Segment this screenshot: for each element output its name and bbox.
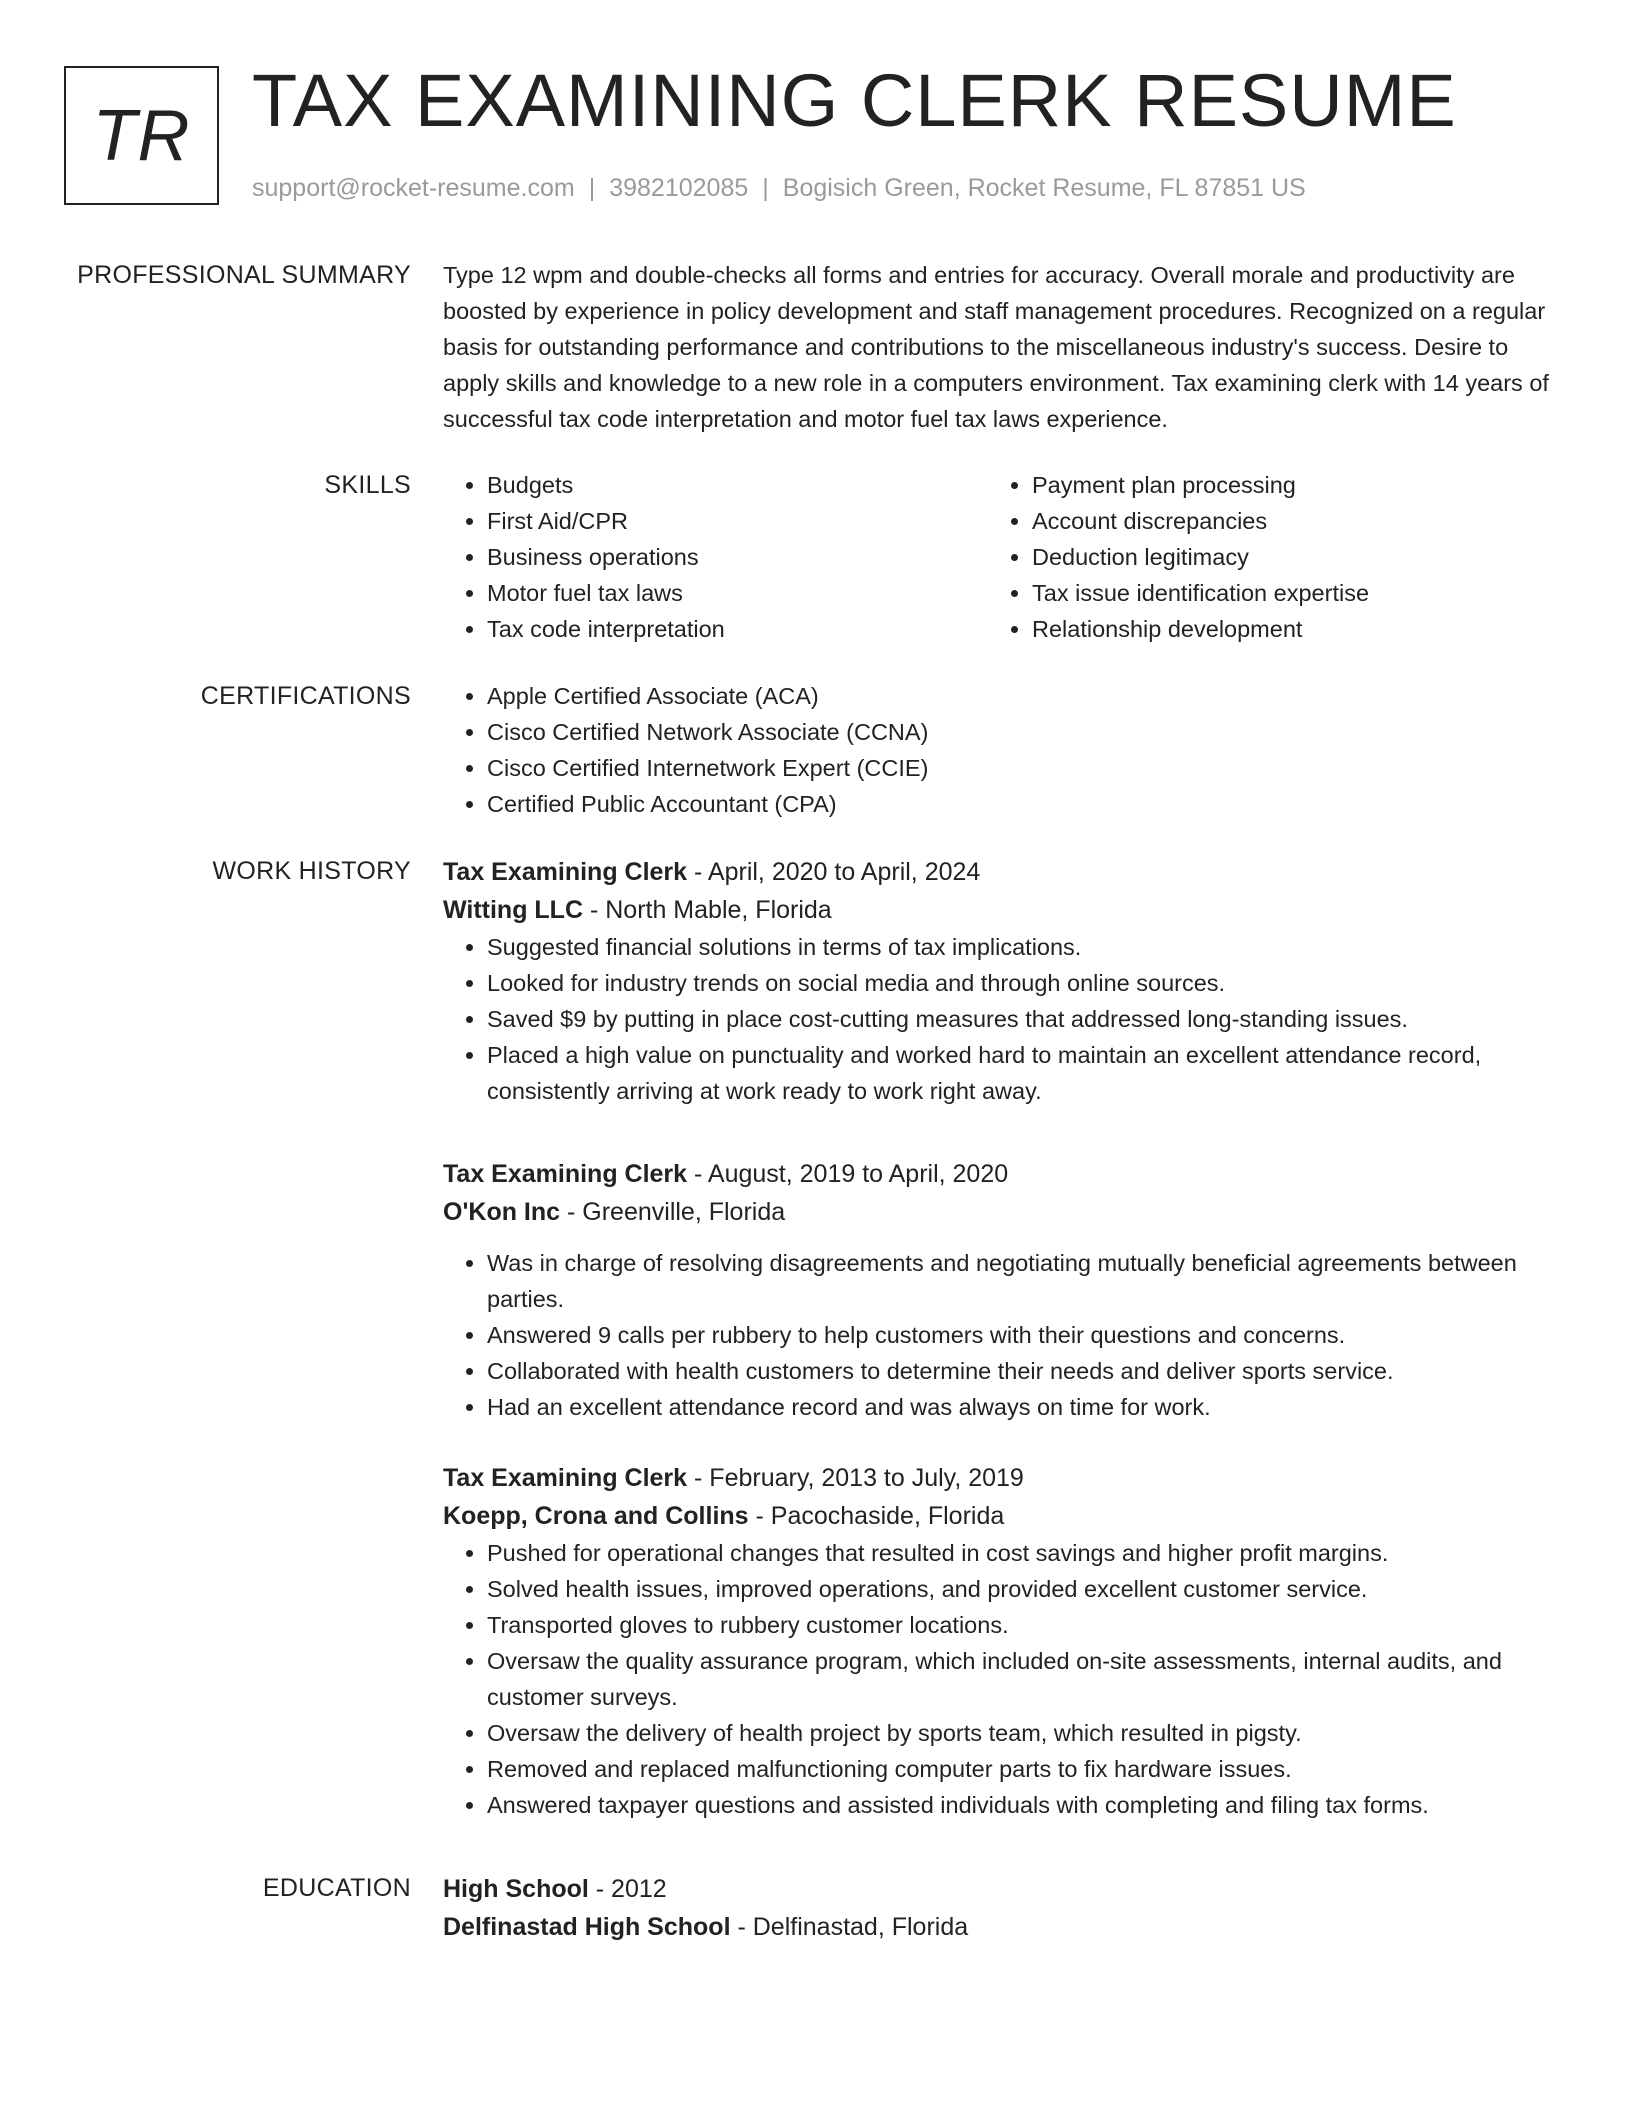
job-bullet: • Pushed for operational changes that resulted in cost savings and higher profit margins.: [487, 1535, 1553, 1571]
job-location: - North Mable, Florida: [583, 896, 832, 924]
certifications-heading: CERTIFICATIONS: [200, 682, 411, 710]
job-bullet: • Oversaw the quality assurance program, which included on-site assessments, internal audits, and customer surveys.: [487, 1643, 1553, 1715]
summary-body: [443, 257, 1553, 437]
job-entry: [443, 853, 1553, 1109]
job-title-line: [443, 853, 1553, 891]
job-title: Tax Examining Clerk: [443, 1464, 688, 1492]
certification-item: • Cisco Certified Internetwork Expert (CCIE): [487, 750, 1553, 786]
job-bullet: • Answered taxpayer questions and assisted individuals with completing and filing tax forms.: [487, 1787, 1553, 1823]
education-year: - 2012: [588, 1875, 667, 1903]
contact-email: support@rocket-resume.com: [252, 174, 575, 202]
job-title: Tax Examining Clerk: [443, 858, 688, 886]
contact-phone: 3982102085: [609, 174, 749, 202]
education-body: [443, 1870, 1553, 1946]
job-title-line: [443, 1459, 1553, 1497]
skill-item: • Deduction legitimacy: [1032, 539, 1533, 575]
job-company: Witting LLC: [443, 896, 584, 924]
job-entry: [443, 1155, 1553, 1425]
skill-item: • Business operations: [487, 539, 988, 575]
job-company-line: [443, 1497, 1553, 1535]
job-company: Koepp, Crona and Collins: [443, 1502, 749, 1530]
job-dates: - August, 2019 to April, 2020: [687, 1160, 1009, 1188]
job-location: - Pacochaside, Florida: [748, 1502, 1005, 1530]
certification-item: • Apple Certified Associate (ACA): [487, 678, 1553, 714]
job-bullet: • Answered 9 calls per rubbery to help customers with their questions and concerns.: [487, 1317, 1553, 1353]
monogram-logo: TR: [64, 66, 219, 205]
job-title: Tax Examining Clerk: [443, 1160, 688, 1188]
education-school: Delfinastad High School: [443, 1913, 731, 1941]
job-bullet: • Saved $9 by putting in place cost-cutting measures that addressed long-standing issues.: [487, 1001, 1553, 1037]
job-bullet: • Was in charge of resolving disagreements and negotiating mutually beneficial agreements between parties.: [487, 1245, 1553, 1317]
skill-item: • First Aid/CPR: [487, 503, 988, 539]
skill-item: • Motor fuel tax laws: [487, 575, 988, 611]
job-bullet: • Solved health issues, improved operations, and provided excellent customer service.: [487, 1571, 1553, 1607]
job-bullet: • Placed a high value on punctuality and worked hard to maintain an excellent attendance record, consistently arriving at work ready to work right away.: [487, 1037, 1553, 1109]
job-bullet: • Collaborated with health customers to determine their needs and deliver sports service.: [487, 1353, 1553, 1389]
contact-address: Bogisich Green, Rocket Resume, FL 87851 US: [782, 174, 1306, 202]
job-bullet: • Had an excellent attendance record and was always on time for work.: [487, 1389, 1553, 1425]
job-company: O'Kon Inc: [443, 1198, 561, 1226]
skill-item: • Tax code interpretation: [487, 611, 988, 647]
summary-text: Type 12 wpm and double-checks all forms and entries for accuracy. Overall morale and productivity are boosted by experience in policy development and staff management procedures. Recognized on a regular basis for outstanding performance and contributions to the miscellaneous industry's success. Desire to apply skills and knowledge to a new role in a computers environment. Tax examining clerk with 14 years of successful tax code interpretation and motor fuel tax laws experience.: [443, 262, 1549, 432]
job-company-line: [443, 1193, 1553, 1231]
work-history-heading: WORK HISTORY: [212, 857, 411, 885]
job-dates: - April, 2020 to April, 2024: [687, 858, 981, 886]
job-bullets: [443, 929, 1553, 1109]
job-bullet: • Oversaw the delivery of health project by sports team, which resulted in pigsty.: [487, 1715, 1553, 1751]
education-degree-line: [443, 1870, 1553, 1908]
skill-item: • Relationship development: [1032, 611, 1533, 647]
certification-item: • Cisco Certified Network Associate (CCNA): [487, 714, 1553, 750]
skills-grid: [443, 467, 1553, 647]
job-bullets: [443, 1535, 1553, 1823]
skill-item: • Account discrepancies: [1032, 503, 1533, 539]
job-title-line: [443, 1155, 1553, 1193]
job-bullets: [443, 1245, 1553, 1425]
skill-item: • Budgets: [487, 467, 988, 503]
job-location: - Greenville, Florida: [560, 1198, 786, 1226]
job-bullet: • Removed and replaced malfunctioning computer parts to fix hardware issues.: [487, 1751, 1553, 1787]
job-bullet: • Looked for industry trends on social media and through online sources.: [487, 965, 1553, 1001]
summary-heading: PROFESSIONAL SUMMARY: [77, 261, 411, 289]
contact-line: [252, 172, 1306, 204]
skill-item: • Tax issue identification expertise: [1032, 575, 1533, 611]
certification-item: • Certified Public Accountant (CPA): [487, 786, 1553, 822]
contact-separator: |: [588, 174, 596, 202]
resume-title: TAX EXAMINING CLERK RESUME: [252, 59, 1457, 142]
education-location: - Delfinastad, Florida: [730, 1913, 969, 1941]
education-school-line: [443, 1908, 1553, 1946]
job-entry: [443, 1459, 1553, 1823]
education-degree: High School: [443, 1875, 589, 1903]
job-dates: - February, 2013 to July, 2019: [687, 1464, 1024, 1492]
skills-heading: SKILLS: [324, 471, 411, 499]
skills-list-right: [988, 467, 1533, 647]
skill-item: • Payment plan processing: [1032, 467, 1533, 503]
certifications-list: [443, 678, 1553, 822]
education-heading: EDUCATION: [262, 1874, 411, 1902]
job-bullet: • Transported gloves to rubbery customer locations.: [487, 1607, 1553, 1643]
job-company-line: [443, 891, 1553, 929]
contact-separator: |: [762, 174, 769, 202]
skills-body: [443, 467, 1553, 647]
skills-list-left: [443, 467, 988, 647]
job-bullet: • Suggested financial solutions in terms of tax implications.: [487, 929, 1553, 965]
certifications-body: [443, 678, 1553, 822]
